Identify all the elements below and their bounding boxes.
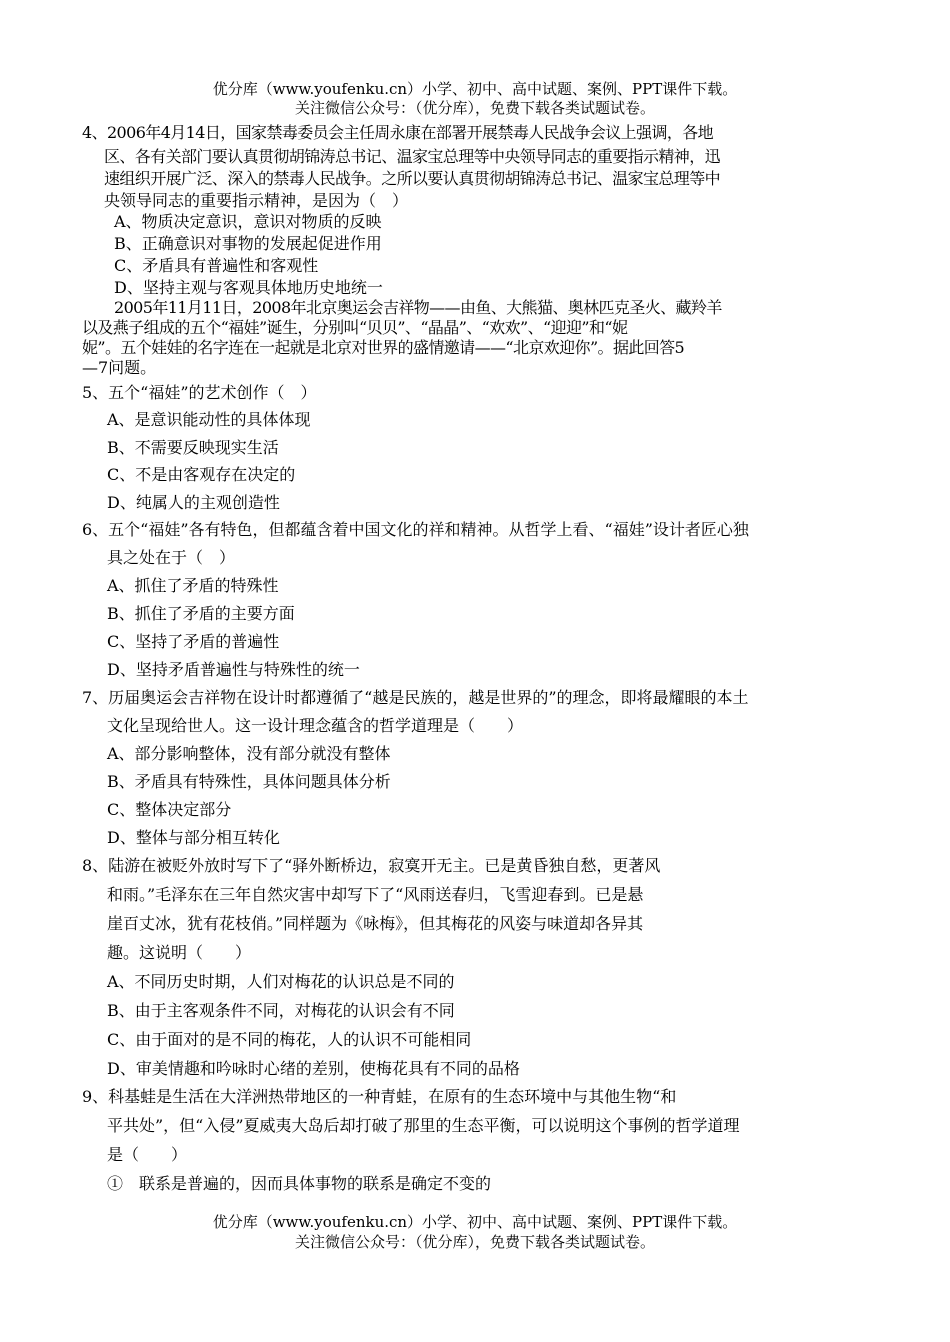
q4-option-d: D、坚持主观与客观具体地历史地统一 <box>114 278 383 297</box>
q7-stem-line-1: 7、历届奥运会吉祥物在设计时都遵循了“越是民族的，越是世界的”的理念，即将最耀眼的本土 <box>82 688 749 707</box>
footer-line-1: 优分库（www.youfenku.cn）小学、初中、高中试题、案例、PPT课件下载。 <box>212 1213 738 1231</box>
q8-stem-line-3: 崖百丈冰，犹有花枝俏。”同样题为《咏梅》，但其梅花的风姿与味道却各异其 <box>107 914 644 933</box>
q5-stem: 5、五个“福娃”的艺术创作（ ） <box>82 383 317 402</box>
q4-stem-line-4: 央领导同志的重要指示精神，是因为（ ） <box>104 191 409 210</box>
q6-stem-line-2: 具之处在于（ ） <box>107 548 236 567</box>
q9-option-1: ① 联系是普遍的，因而具体事物的联系是确定不变的 <box>107 1174 492 1193</box>
q4-option-b: B、正确意识对事物的发展起促进作用 <box>114 234 382 253</box>
q9-stem-line-3: 是（ ） <box>107 1145 188 1164</box>
q6-stem-line-1: 6、五个“福娃”各有特色，但都蕴含着中国文化的祥和精神。从哲学上看、“福娃”设计者匠心独 <box>82 520 749 539</box>
q8-stem-line-1: 8、陆游在被贬外放时写下了“驿外断桥边，寂寞开无主。已是黄昏独自愁，更著风 <box>82 856 661 875</box>
q8-stem-line-2: 和雨。”毛泽东在三年自然灾害中却写下了“风雨送春归，飞雪迎春到。已是悬 <box>107 885 644 904</box>
q6-option-b: B、抓住了矛盾的主要方面 <box>107 604 295 623</box>
footer-line-2: 关注微信公众号：（优分库），免费下载各类试题试卷。 <box>294 1233 655 1251</box>
q4-option-a: A、物质决定意识，意识对物质的反映 <box>114 212 382 231</box>
q5-option-d: D、纯属人的主观创造性 <box>107 493 280 512</box>
q8-option-a: A、不同历史时期，人们对梅花的认识总是不同的 <box>107 972 455 991</box>
passage-line-4: —7问题。 <box>82 358 157 377</box>
q6-option-a: A、抓住了矛盾的特殊性 <box>107 576 279 595</box>
q7-option-c: C、整体决定部分 <box>107 800 232 819</box>
q6-option-d: D、坚持矛盾普遍性与特殊性的统一 <box>107 660 360 679</box>
q8-stem-line-4: 趣。这说明（ ） <box>107 943 252 962</box>
q7-option-d: D、整体与部分相互转化 <box>107 828 280 847</box>
passage-line-3: 妮”。五个娃娃的名字连在一起就是北京对世界的盛情邀请——“北京欢迎你”。据此回答5 <box>82 338 685 357</box>
q5-option-c: C、不是由客观存在决定的 <box>107 465 296 484</box>
header-line-2: 关注微信公众号：（优分库），免费下载各类试题试卷。 <box>294 99 655 117</box>
q8-option-b: B、由于主客观条件不同，对梅花的认识会有不同 <box>107 1001 455 1020</box>
header-line-1: 优分库（www.youfenku.cn）小学、初中、高中试题、案例、PPT课件下载。 <box>212 80 738 98</box>
passage-line-2: 以及燕子组成的五个“福娃”诞生，分别叫“贝贝”、“晶晶”、“欢欢”、“迎迎”和“妮 <box>82 318 628 337</box>
q4-stem-line-1: 4、2006年4月14日，国家禁毒委员会主任周永康在部署开展禁毒人民战争会议上强调，各地 <box>82 123 714 142</box>
q8-option-c: C、由于面对的是不同的梅花，人的认识不可能相同 <box>107 1030 472 1049</box>
q8-option-d: D、审美情趣和吟咏时心绪的差别，使梅花具有不同的品格 <box>107 1059 520 1078</box>
q4-option-c: C、矛盾具有普遍性和客观性 <box>114 256 319 275</box>
q6-option-c: C、坚持了矛盾的普遍性 <box>107 632 280 651</box>
q9-stem-line-2: 平共处”，但“入侵”夏威夷大岛后却打破了那里的生态平衡，可以说明这个事例的哲学道理 <box>107 1116 740 1135</box>
passage-line-1: 2005年11月11日，2008年北京奥运会吉祥物——由鱼、大熊猫、奥林匹克圣火、藏羚羊 <box>114 298 722 317</box>
q4-stem-line-3: 速组织开展广泛、深入的禁毒人民战争。之所以要认真贯彻胡锦涛总书记、温家宝总理等中 <box>104 169 721 188</box>
q7-option-b: B、矛盾具有特殊性，具体问题具体分析 <box>107 772 391 791</box>
q5-option-b: B、不需要反映现实生活 <box>107 438 279 457</box>
q9-stem-line-1: 9、科基蛙是生活在大洋洲热带地区的一种青蛙，在原有的生态环境中与其他生物“和 <box>82 1087 677 1106</box>
q7-option-a: A、部分影响整体，没有部分就没有整体 <box>107 744 391 763</box>
q7-stem-line-2: 文化呈现给世人。这一设计理念蕴含的哲学道理是（ ） <box>107 716 524 735</box>
q5-option-a: A、是意识能动性的具体体现 <box>107 410 311 429</box>
q4-stem-line-2: 区、各有关部门要认真贯彻胡锦涛总书记、温家宝总理等中央领导同志的重要指示精神，迅 <box>104 147 721 166</box>
